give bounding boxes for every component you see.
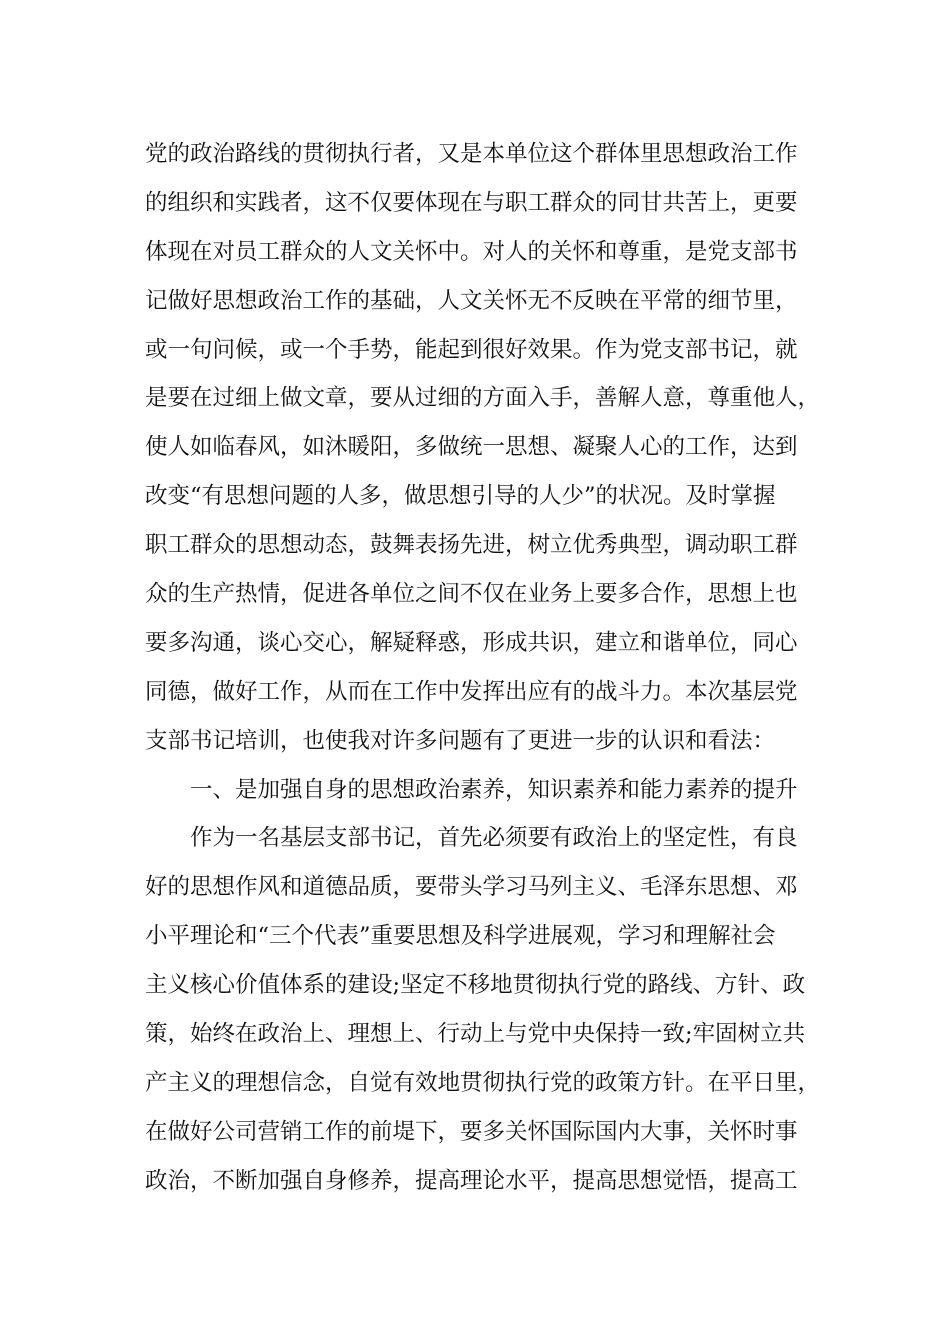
text-line: 支部书记培训，也使我对许多问题有了更进一步的认识和看法： — [145, 727, 776, 754]
text-line: 在做好公司营销工作的前堤下，要多关怀国际国内大事，关怀时事 — [145, 1118, 798, 1145]
text-line: 政治，不断加强自身修养，提高理论水平，提高思想觉悟，提高工 — [145, 1167, 798, 1194]
body-text — [145, 130, 825, 1206]
text-line: 主义核心价值体系的建设;坚定不移地贯彻执行党的路线、方针、政 — [145, 972, 806, 999]
text-line: 要多沟通，谈心交心，解疑释惑，形成共识，建立和谐单位，同心 — [145, 629, 798, 656]
text-line: 好的思想作风和道德品质，要带头学习马列主义、毛泽东思想、邓 — [145, 874, 798, 901]
text-line: 小平理论和“三个代表”重要思想及科学进展观，学习和理解社会 — [145, 923, 776, 950]
text-line: 记做好思想政治工作的基础，人文关怀无不反映在平常的细节里， — [145, 287, 798, 314]
section-heading: 一、是加强自身的思想政治素养，知识素养和能力素养的提升 — [190, 776, 798, 803]
text-line: 党的政治路线的贯彻执行者，又是本单位这个群体里思想政治工作 — [145, 141, 798, 167]
text-line: 体现在对员工群众的人文关怀中。对人的关怀和尊重，是党支部书 — [145, 238, 798, 265]
text-line: 改变“有思想问题的人多，做思想引导的人少”的状况。及时掌握 — [145, 483, 776, 510]
text-line: 同德，做好工作，从而在工作中发挥出应有的战斗力。本次基层党 — [145, 678, 798, 705]
text-line: 使人如临春风，如沐暖阳，多做统一思想、凝聚人心的工作，达到 — [145, 434, 798, 461]
text-line: 是要在过细上做文章，要从过细的方面入手，善解人意，尊重他人， — [145, 385, 821, 412]
text-line: 的组织和实践者，这不仅要体现在与职工群众的同甘共苦上，更要 — [145, 189, 798, 216]
paragraph-start-line: 作为一名基层支部书记，首先必须要有政治上的坚定性，有良 — [190, 825, 798, 852]
text-line: 产主义的理想信念，自觉有效地贯彻执行党的政策方针。在平日里， — [145, 1069, 821, 1096]
text-line: 或一句问候，或一个手势，能起到很好效果。作为党支部书记，就 — [145, 336, 798, 363]
text-line: 策，始终在政治上、理想上、行动上与党中央保持一致;牢固树立共 — [145, 1021, 806, 1048]
text-line: 职工群众的思想动态，鼓舞表扬先进，树立优秀典型，调动职工群 — [145, 532, 798, 559]
text-line: 众的生产热情，促进各单位之间不仅在业务上要多合作，思想上也 — [145, 581, 798, 608]
